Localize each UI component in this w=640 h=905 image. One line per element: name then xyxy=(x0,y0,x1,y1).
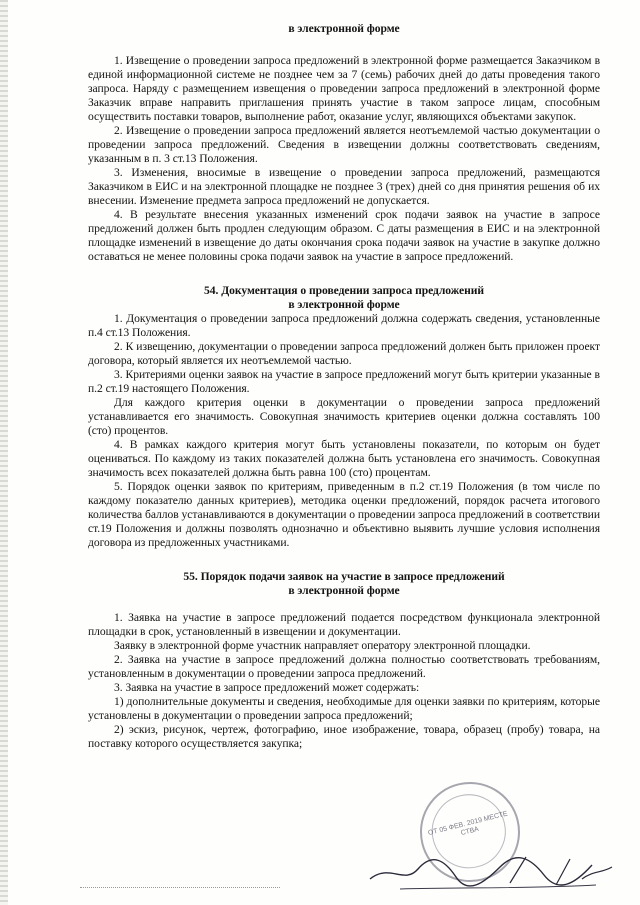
paragraph: 3. Критериями оценки заявок на участие в запросе предложений могут быть критерии указанные в п.2 ст.19 настоящего Положения. xyxy=(88,368,600,395)
paragraph: 3. Изменения, вносимые в извещение о проведении запроса предложений, размещаются Заказчиком в ЕИС и на электронной площадке не позднее 3 (трех) дней со дня принятия решения об их внесении. Изменение предмета запроса предложений не допускается. xyxy=(88,166,600,207)
section-54-heading: 54. Документация о проведении запроса предложений xyxy=(204,284,484,297)
section-54-heading-line2: в электронной форме xyxy=(288,298,400,311)
paragraph: Заявку в электронной форме участник направляет оператору электронной площадки. xyxy=(114,639,531,652)
paragraph: Для каждого критерия оценки в документации о проведении запроса предложений устанавливается его значимость. Совокупная значимость критериев оценки должна составлять 100 (сто) процентов. xyxy=(88,396,600,437)
paragraph: 4. В рамках каждого критерия могут быть установлены показатели, по которым он будет оцениваться. По каждому из таких показателей должна быть установлена его значимость. Совокупная значимость всех показателей должна быть равна 100 (сто) процентам. xyxy=(88,438,600,479)
top-heading: в электронной форме xyxy=(288,22,400,35)
paragraph: 1. Документация о проведении запроса предложений должна содержать сведения, установленные п.4 ст.13 Положения. xyxy=(88,312,600,339)
paragraph: 3. Заявка на участие в запросе предложений может содержать: xyxy=(114,681,420,694)
paragraph: 1. Заявка на участие в запросе предложений подается посредством функционала электронной площадки в срок, установленный в извещении и документации. xyxy=(88,611,600,638)
paragraph: 4. В результате внесения указанных изменений срок подачи заявок на участие в запросе предложений должен быть продлен следующим образом. С даты размещения в ЕИС и на электронной площадке изменений в извещение до даты окончания срока подачи заявок на участие в закупке должно оставаться не менее половины срока подачи заявок на участие в запросе предложений. xyxy=(88,208,600,263)
section-55-heading: 55. Порядок подачи заявок на участие в запросе предложений xyxy=(183,570,505,583)
paragraph: 2. Заявка на участие в запросе предложений должна полностью соответствовать требованиям, установленным в документации о проведении запроса предложений. xyxy=(88,653,600,680)
paragraph: 2) эскиз, рисунок, чертеж, фотографию, иное изображение, товара, образец (пробу) товара, на поставку которого осуществляется закупка; xyxy=(88,723,600,750)
section-55-heading-line2: в электронной форме xyxy=(288,584,400,597)
document-body xyxy=(88,22,600,751)
paragraph: 1) дополнительные документы и сведения, необходимые для оценки заявки по критериям, которые установлены в документации о проведении запроса предложений; xyxy=(88,695,600,722)
paragraph: 5. Порядок оценки заявок по критериям, приведенным в п.2 ст.19 Положения (в том числе по каждому показателю данных критериев), методика оценки предложений, порядок расчета итогового количества баллов устанавливаются в документации о проведении запроса предложений в соответствии ст.19 Положения и должны позволять однозначно и объективно выявить лучшие условия исполнения договора из предложенных участниками. xyxy=(88,480,600,549)
paragraph: 2. Извещение о проведении запроса предложений является неотъемлемой частью документации о проведении запроса предложений. Сведения в извещении должны соответствовать сведениям, указанным в п. 3 ст.13 Положения. xyxy=(88,124,600,165)
scan-artifact-dots xyxy=(80,887,280,890)
stamp-text: ОТ 05 ФЕВ. 2019 МЕСТЕ СТВА xyxy=(427,810,509,838)
paragraph: 1. Извещение о проведении запроса предложений в электронной форме размещается Заказчиком в единой информационной системе не позднее чем за 7 (семь) рабочих дней до даты проведения такого запроса. Наряду с размещением извещения о проведении запроса предложений в электронной форме Заказчик вправе направить приглашения принять участие в таком запросе лицам, способным осуществить поставки товаров, выполнение работ, оказание услуг, являющихся объектами закупок. xyxy=(88,54,600,123)
paragraph: 2. К извещению, документации о проведении запроса предложений должен быть приложен проект договора, который является их неотъемлемой частью. xyxy=(88,340,600,367)
handwritten-signature xyxy=(360,845,620,895)
scan-edge xyxy=(0,0,8,905)
